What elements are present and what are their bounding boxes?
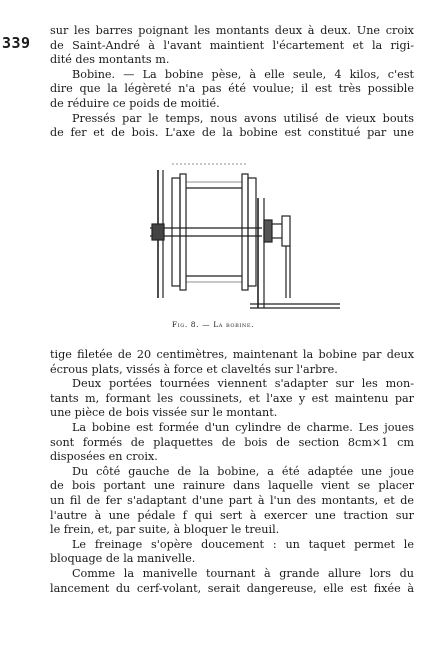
text-line: dire que la légèreté n'a pas été voulue; il est très possible <box>50 82 414 96</box>
text-line: disposées en croix. <box>50 450 158 464</box>
text-line: dité des montants m. <box>50 53 170 67</box>
text-line: tants m, formant les coussinets, et l'axe y est maintenu par <box>50 391 414 405</box>
text-line: de Saint-André à l'avant maintient l'écartement et la rigi- <box>50 38 414 52</box>
figure-caption: Fig. 8. — La bobine. <box>171 320 255 329</box>
text-line: tige filetée de 20 centimètres, maintenant la bobine par deux <box>50 348 414 361</box>
text-line: l'autre à une pédale f qui sert à exercer une traction sur <box>50 508 414 522</box>
text-line: Deux portées tournées viennent s'adapter sur les mon- <box>72 377 414 391</box>
text-line: un fil de fer s'adaptant d'une part à l'un des montants, et de <box>50 493 414 507</box>
text-line: de fer et de bois. L'axe de la bobine est constitué par une <box>50 126 414 140</box>
page-number: 339 <box>2 34 31 52</box>
text-line: bloquage de la manivelle. <box>50 552 196 566</box>
top-text-block <box>50 24 414 141</box>
text-line: sont formés de plaquettes de bois de section 8cm×1 cm <box>50 435 414 449</box>
bobine-drawing <box>150 158 350 318</box>
text-line: Du côté gauche de la bobine, a été adaptée une joue <box>72 464 414 478</box>
text-line: Bobine. — La bobine pèse, à elle seule, 4 kilos, c'est <box>72 67 414 81</box>
text-line: Comme la manivelle tournant à grande allure lors du <box>72 566 414 580</box>
text-line: de bois portant une rainure dans laquelle vient se placer <box>50 479 414 493</box>
bobine-figure <box>150 158 350 318</box>
bottom-text-block <box>50 348 414 596</box>
text-line: sur les barres poignant les montants deux à deux. Une croix <box>50 24 414 37</box>
text-line: le frein, et, par suite, à bloquer le treuil. <box>50 523 280 537</box>
text-line: écrous plats, vissés à force et claveltés sur l'arbre. <box>50 362 338 376</box>
text-line: de réduire ce poids de moitié. <box>50 96 220 110</box>
text-line: Pressés par le temps, nous avons utilisé de vieux bouts <box>72 111 414 125</box>
text-line: La bobine est formée d'un cylindre de charme. Les joues <box>72 420 414 434</box>
text-line: lancement du cerf-volant, serait dangereuse, elle est fixée à <box>50 581 414 595</box>
text-line: une pièce de bois vissée sur le montant. <box>50 406 278 420</box>
text-line: Le freinage s'opère doucement : un taquet permet le <box>72 537 414 551</box>
